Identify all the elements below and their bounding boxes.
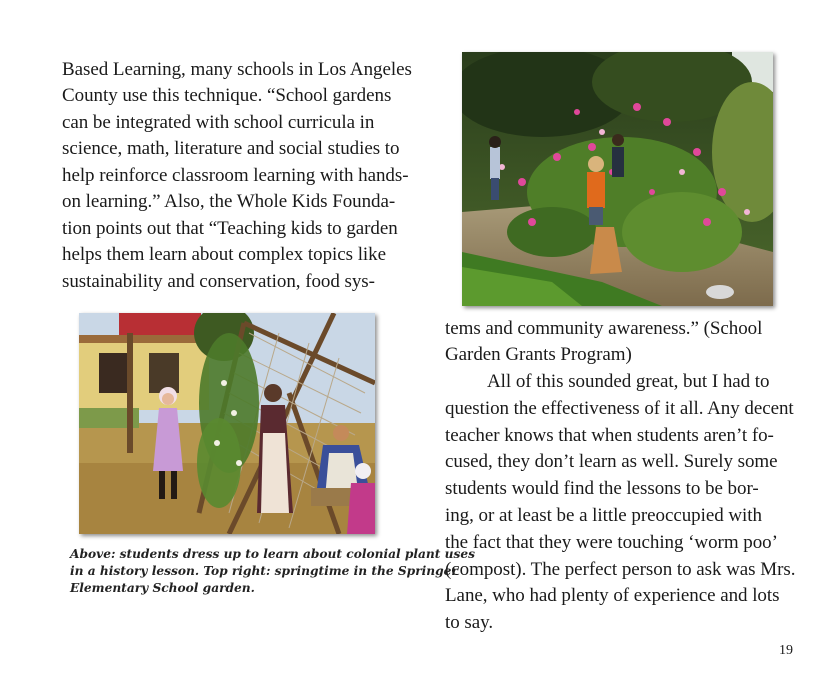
body-line: Garden Grants Program) xyxy=(445,344,632,365)
colonial-lesson-photo xyxy=(79,313,375,534)
photo-caption xyxy=(70,546,475,597)
body-line: question the effectiveness of it all. Any decent xyxy=(445,398,794,419)
body-line: Based Learning, many schools in Los Angeles xyxy=(62,59,412,80)
body-line: helps them learn about complex topics like xyxy=(62,244,386,265)
body-line: sustainability and conservation, food sys- xyxy=(62,271,375,292)
garden-photo xyxy=(462,52,773,306)
body-line: students would find the lessons to be bor- xyxy=(445,478,759,499)
body-line: tems and community awareness.” (School xyxy=(445,318,763,339)
body-line: to say. xyxy=(445,612,494,633)
caption-line: Above: students dress up to learn about colonial plant uses xyxy=(70,547,475,561)
caption-line: in a history lesson. Top right: springtime in the Springer xyxy=(70,564,458,578)
body-line: science, math, literature and social studies to xyxy=(62,138,400,159)
body-line: County use this technique. “School gardens xyxy=(62,85,392,106)
body-line: ing, or at least be a little preoccupied with xyxy=(445,505,762,526)
body-line: can be integrated with school curricula in xyxy=(62,112,375,133)
body-line: tion points out that “Teaching kids to garden xyxy=(62,218,398,239)
caption-line: Elementary School garden. xyxy=(70,581,255,595)
body-line: (compost). The perfect person to ask was Mrs. xyxy=(445,559,796,580)
body-line: Lane, who had plenty of experience and lots xyxy=(445,585,780,606)
body-line: All of this sounded great, but I had to xyxy=(487,371,770,392)
body-line: teacher knows that when students aren’t fo- xyxy=(445,425,774,446)
body-line: cused, they don’t learn as well. Surely some xyxy=(445,451,778,472)
body-line: the fact that they were touching ‘worm poo’ xyxy=(445,532,778,553)
page-number: 19 xyxy=(779,643,793,658)
body-line: help reinforce classroom learning with hands- xyxy=(62,165,409,186)
body-line: on learning.” Also, the Whole Kids Founda- xyxy=(62,191,396,212)
